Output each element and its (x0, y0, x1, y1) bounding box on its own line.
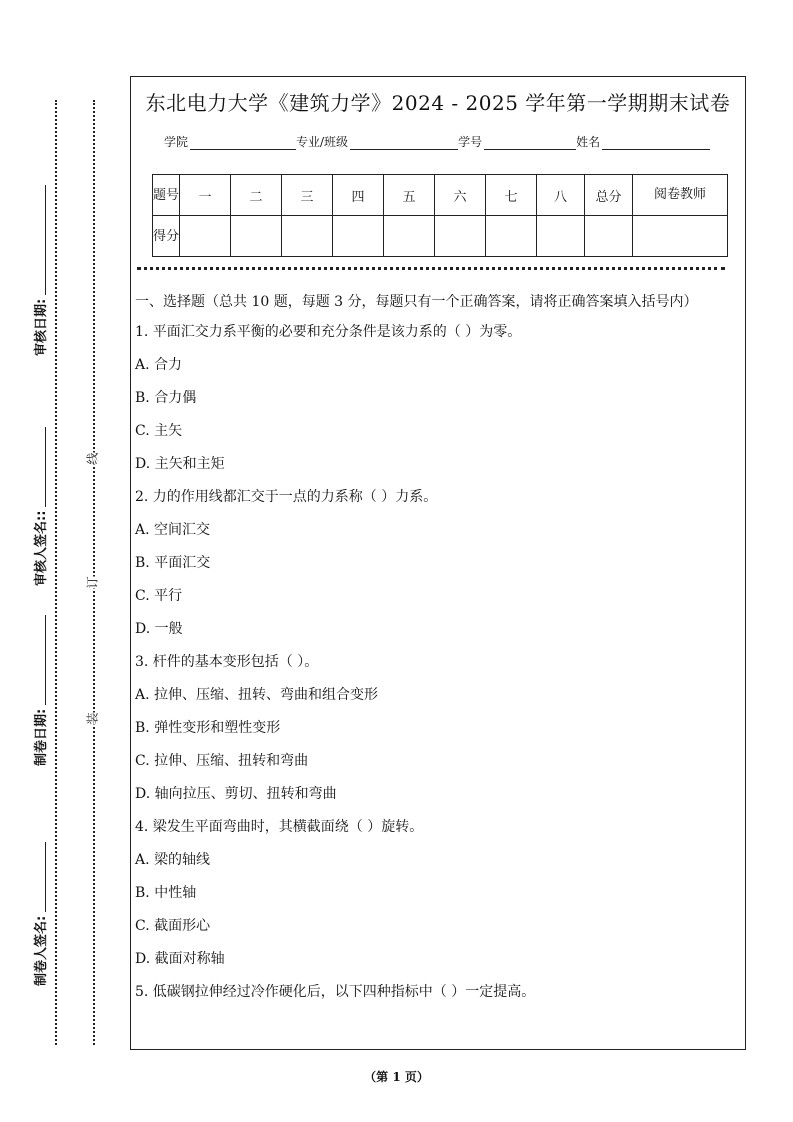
question-stem: 2. 力的作用线都汇交于一点的力系称（ ）力系。 (135, 489, 438, 505)
review-date-label: 审核日期: (34, 298, 49, 356)
question-stem: 5. 低碳钢拉伸经过冷作硬化后，以下四种指标中（ ）一定提高。 (135, 984, 536, 1000)
score-cell[interactable] (537, 216, 585, 257)
dotted-separator (137, 267, 725, 270)
score-table-score-row (153, 216, 728, 257)
question-option[interactable]: D. 主矢和主矩 (135, 456, 225, 472)
col-1: 一 (180, 175, 231, 216)
col-total: 总分 (585, 175, 633, 216)
binding-char-line: 线 (82, 452, 103, 464)
review-date-field (30, 181, 49, 360)
question-stem: 4. 梁发生平面弯曲时，其横截面绕（ ）旋转。 (135, 819, 424, 835)
col-7: 七 (486, 175, 537, 216)
question-option[interactable]: C. 平行 (135, 588, 183, 604)
reviewer-sign-blank[interactable] (33, 427, 46, 507)
question-option[interactable]: C. 主矢 (135, 423, 183, 439)
score-cell[interactable] (282, 216, 333, 257)
question-option[interactable]: C. 拉伸、压缩、扭转和弯曲 (135, 753, 309, 769)
compiler-sign-label: 制卷人签名: (34, 915, 49, 986)
compile-date-field (30, 611, 49, 770)
binding-char-bind: 装 (82, 712, 103, 724)
score-cell[interactable] (435, 216, 486, 257)
col-4: 四 (333, 175, 384, 216)
compile-date-label: 制卷日期: (34, 708, 49, 766)
question-option[interactable]: A. 梁的轴线 (135, 852, 211, 868)
review-date-blank[interactable] (33, 185, 46, 295)
question-stem: 1. 平面汇交力系平衡的必要和充分条件是该力系的（ ）为零。 (135, 324, 522, 340)
college-label: 学院 (164, 135, 189, 149)
col-8: 八 (537, 175, 585, 216)
score-cell[interactable] (180, 216, 231, 257)
col-6: 六 (435, 175, 486, 216)
student-id-blank[interactable] (484, 137, 576, 150)
exam-frame (130, 76, 746, 1050)
col-5: 五 (384, 175, 435, 216)
question-option[interactable]: A. 合力 (135, 357, 183, 373)
reviewer-sign-field (30, 423, 49, 590)
score-label: 得分 (153, 216, 180, 257)
col-3: 三 (282, 175, 333, 216)
student-id-label: 学号 (458, 135, 483, 149)
question-option[interactable]: A. 空间汇交 (135, 522, 211, 538)
question-option[interactable]: D. 截面对称轴 (135, 951, 225, 967)
score-cell[interactable] (384, 216, 435, 257)
major-class-blank[interactable] (350, 137, 458, 150)
question-option[interactable]: B. 中性轴 (135, 885, 197, 901)
score-cell[interactable] (231, 216, 282, 257)
question-stem: 3. 杆件的基本变形包括（ ）。 (135, 654, 319, 670)
question-option[interactable]: D. 轴向拉压、剪切、扭转和弯曲 (135, 786, 337, 802)
name-label: 姓名 (576, 135, 601, 149)
compile-date-blank[interactable] (33, 615, 46, 705)
binding-line-outer (55, 100, 57, 1045)
question-option[interactable]: C. 截面形心 (135, 918, 211, 934)
question-option[interactable]: B. 合力偶 (135, 390, 197, 406)
reviewer-sign-label: 审核人签名:: (34, 510, 49, 586)
col-2: 二 (231, 175, 282, 216)
compiler-sign-field (30, 838, 49, 990)
score-cell[interactable] (333, 216, 384, 257)
question-option[interactable]: B. 弹性变形和塑性变形 (135, 720, 281, 736)
student-info-row (164, 133, 710, 150)
question-number-label: 题号 (153, 175, 180, 216)
score-cell[interactable] (486, 216, 537, 257)
question-option[interactable]: A. 拉伸、压缩、扭转、弯曲和组合变形 (135, 687, 379, 703)
binding-char-staple: 订 (82, 576, 103, 588)
major-class-label: 专业/班级 (296, 135, 349, 149)
reviewer-teacher-label: 阅卷教师 (633, 175, 728, 216)
question-option[interactable]: D. 一般 (135, 621, 183, 637)
score-cell-total[interactable] (585, 216, 633, 257)
section-heading: 一、选择题（总共 10 题，每题 3 分，每题只有一个正确答案，请将正确答案填入括号内） (135, 294, 698, 310)
score-table (152, 174, 728, 257)
question-option[interactable]: B. 平面汇交 (135, 555, 211, 571)
name-blank[interactable] (602, 137, 710, 150)
page-number: （第 1 页） (364, 1070, 429, 1084)
exam-title: 东北电力大学《建筑力学》2024 - 2025 学年第一学期期末试卷 (145, 91, 731, 115)
score-cell-reviewer[interactable] (633, 216, 728, 257)
college-blank[interactable] (190, 137, 296, 150)
compiler-sign-blank[interactable] (33, 842, 46, 912)
binding-line-inner (93, 100, 95, 1045)
question-body (135, 291, 731, 1015)
score-table-header-row (153, 175, 728, 216)
